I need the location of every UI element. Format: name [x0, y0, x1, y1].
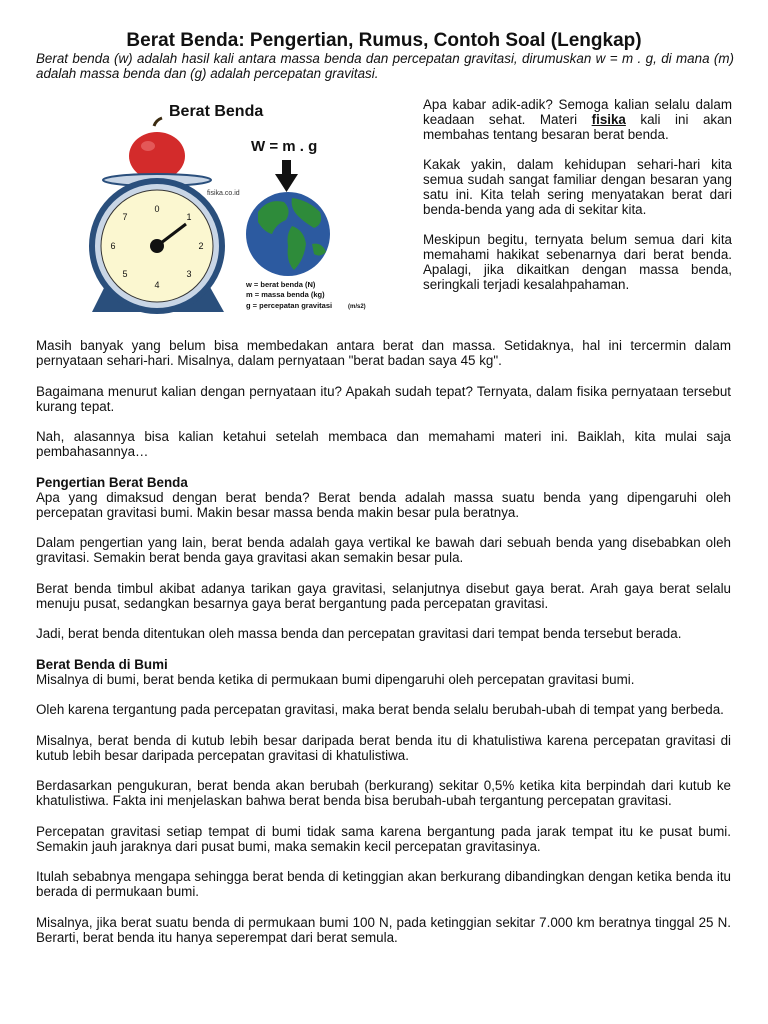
- paragraph: Berat benda timbul akibat adanya tarikan gaya gravitasi, selanjutnya disebut gaya berat. Arah gaya berat selalu menuju pusat, sedangkan besarnya gaya berat bergantung pada percepatan gravitasi.: [36, 580, 731, 611]
- paragraph: Itulah sebabnya mengapa sehingga berat benda di ketinggian akan berkurang dibandingkan dengan ketika benda itu berada di permukaan bumi.: [36, 869, 731, 899]
- paragraph: Jadi, berat benda ditentukan oleh massa benda dan percepatan gravitasi dari tempat benda tersebut berada.: [36, 626, 682, 641]
- dial-number-0: 0: [154, 204, 160, 214]
- dial-number-5: 5: [122, 269, 128, 279]
- paragraph: Misalnya, berat benda di kutub lebih besar daripada berat benda itu di khatulistiwa karena percepatan gravitasi di kutub lebih besar daripada percepatan gravitasi di khatulistiwa.: [36, 732, 731, 763]
- legend-line-3: g = percepatan gravitasi: [246, 301, 333, 310]
- weighing-scale-icon: [92, 174, 224, 312]
- paragraph: Oleh karena tergantung pada percepatan gravitasi, maka berat benda selalu berubah-ubah di tempat yang berbeda.: [36, 702, 724, 717]
- section-heading-pengertian: Pengertian Berat Benda: [36, 474, 188, 490]
- fisika-link[interactable]: fisika: [591, 112, 626, 127]
- paragraph: Bagaimana menurut kalian dengan pernyataan itu? Apakah sudah tepat? Ternyata, dalam fisika pernyataan tersebut kurang tepat.: [36, 383, 731, 414]
- paragraph: Misalnya, jika berat suatu benda di permukaan bumi 100 N, pada ketinggian sekitar 7.000 km beratnya tinggal 25 N. Berarti, berat benda itu hanya seperempat dari berat semula.: [36, 914, 731, 945]
- paragraph: Masih banyak yang belum bisa membedakan antara berat dan massa. Setidaknya, hal ini tercermin dalam pernyataan sehari-hari. Misalnya, dalam pernyataan "berat badan saya 45 kg".: [36, 338, 731, 368]
- paragraph: Percepatan gravitasi setiap tempat di bumi tidak sama karena bergantung pada jarak tempat itu ke pusat bumi. Semakin jauh jaraknya dari pusat bumi, maka semakin kecil percepatan gravitasinya.: [36, 823, 731, 854]
- dial-number-2: 2: [198, 241, 204, 251]
- paragraph: Berdasarkan pengukuran, berat benda akan berubah (berkurang) sekitar 0,5% ketika kita berpindah dari kutub ke khatulistiwa. Fakta ini menjelaskan bahwa berat benda bisa berubah-ubah tergantung percepatan gravitasi.: [36, 778, 731, 808]
- main-content: [36, 338, 731, 960]
- dial-number-6: 6: [110, 241, 116, 251]
- paragraph: Apa yang dimaksud dengan berat benda? Berat benda adalah massa suatu benda yang dipengaruhi oleh percepatan gravitasi bumi. Makin besar massa benda makin besar pula beratnya.: [36, 489, 731, 520]
- section-heading-bumi: Berat Benda di Bumi: [36, 656, 168, 672]
- paragraph: Nah, alasannya bisa kalian ketahui setelah membaca dan memahami materi ini. Baiklah, kita mulai saja pembahasannya…: [36, 429, 731, 459]
- side-column: [423, 97, 732, 292]
- weight-illustration: [36, 94, 406, 324]
- figure-formula: W = m . g: [251, 138, 318, 155]
- dial-number-3: 3: [186, 269, 192, 279]
- paragraph: Misalnya di bumi, berat benda ketika di permukaan bumi dipengaruhi oleh percepatan gravitasi bumi.: [36, 671, 635, 687]
- legend-line-4: (m/s2): [348, 304, 366, 310]
- down-arrow-icon: [275, 160, 298, 192]
- side-paragraph-1: Apa kabar adik-adik? Semoga kalian selalu dalam keadaan sehat. Materi fisika kali ini akan membahas tentang besaran berat benda.: [423, 97, 732, 142]
- figure-heading: Berat Benda: [169, 103, 264, 120]
- figure-watermark: fisika.co.id: [207, 190, 240, 197]
- apple-icon: [129, 118, 185, 180]
- side-paragraph-2: Kakak yakin, dalam kehidupan sehari-hari kita semua sudah sangat familiar dengan besaran yang satu ini. Kita telah sering menyatakan berat dari benda-benda yang ada di sekitar kita.: [423, 157, 732, 217]
- paragraph: Dalam pengertian yang lain, berat benda adalah gaya vertikal ke bawah dari sebuah benda yang disebabkan oleh gravitasi. Semakin berat benda gaya gravitasi akan semakin besar pula.: [36, 535, 731, 565]
- legend-line-2: m = massa benda (kg): [246, 290, 325, 299]
- page-title: Berat Benda: Pengertian, Rumus, Contoh Soal (Lengkap): [126, 30, 642, 51]
- dial-number-4: 4: [154, 280, 160, 290]
- earth-icon: [246, 192, 330, 276]
- dial-number-1: 1: [186, 212, 192, 222]
- legend-line-1: w = berat benda (N): [246, 280, 316, 289]
- intro-paragraph: Berat benda (w) adalah hasil kali antara massa benda dan percepatan gravitasi, dirumuskan w = m . g, di mana (m) adalah massa benda dan (g) adalah percepatan gravitasi.: [36, 51, 734, 81]
- side-paragraph-3: Meskipun begitu, ternyata belum semua dari kita memahami hakikat sebenarnya dari berat benda. Apalagi, jika dikaitkan dengan massa benda, seringkali terjadi kesalahpahaman.: [423, 232, 732, 292]
- dial-number-7: 7: [122, 212, 128, 222]
